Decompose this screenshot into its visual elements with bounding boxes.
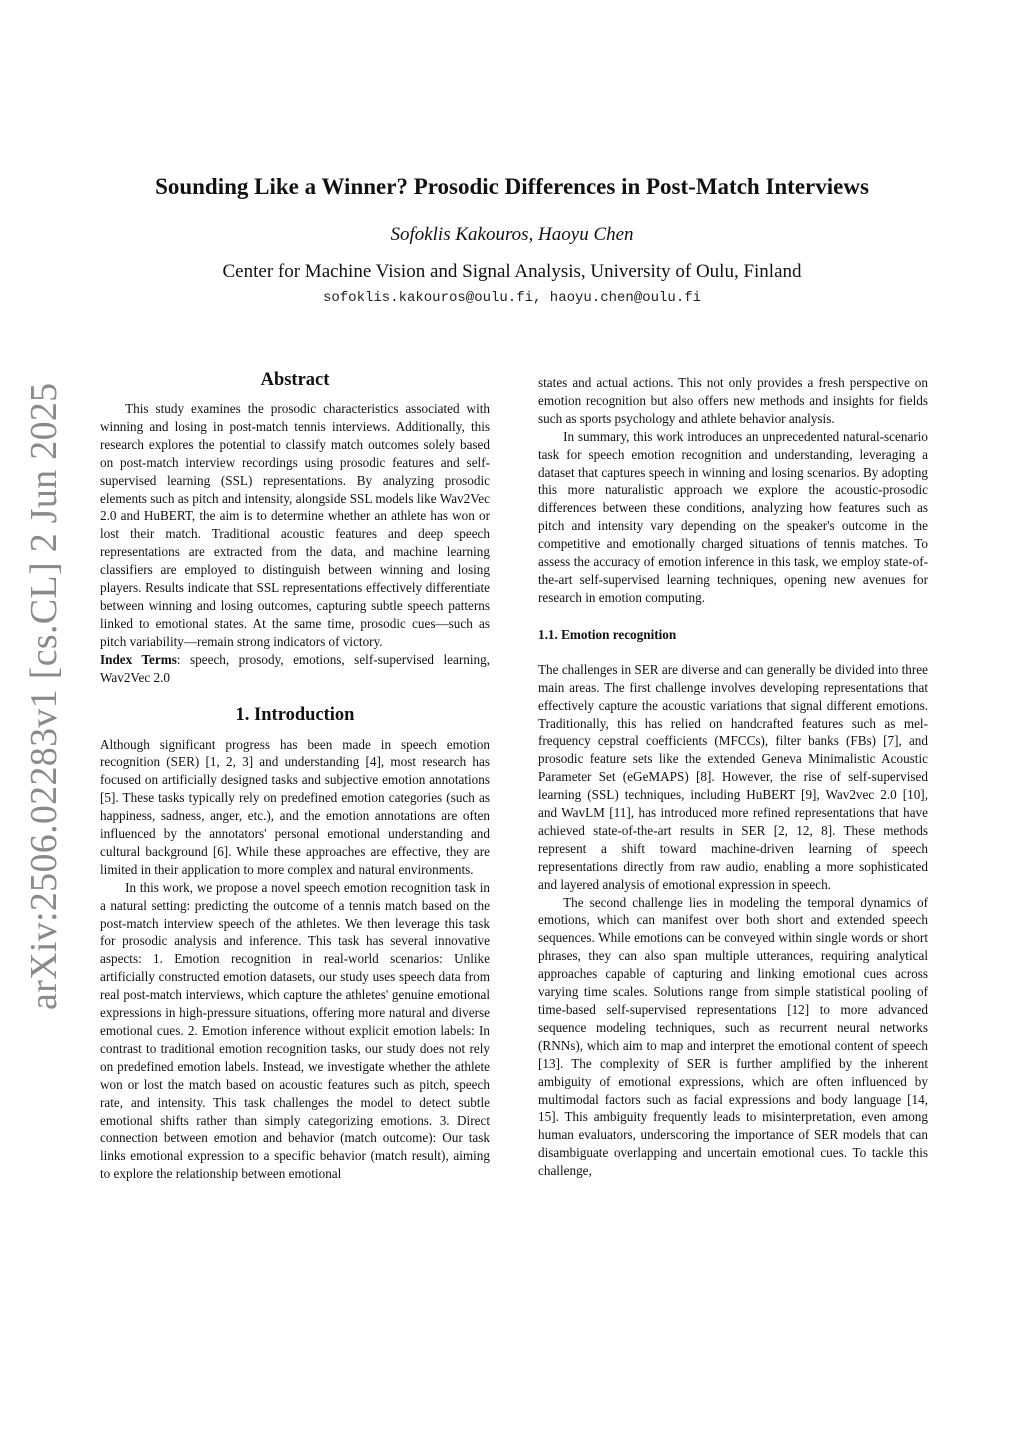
emotion-recognition-paragraph-1: The challenges in SER are diverse and can generally be divided into three main areas. The first challenge involves developing representations that effectively capture the acoustic variations that signal different emotions. Traditionally, this has relied on handcrafted features such as mel-frequency cepstral coefficients (MFCCs), filter banks (FBs) [7], and prosodic feature sets like the extended Geneva Minimalistic Acoustic Parameter Set (eGeMAPS) [8]. However, the rise of self-supervised learning (SSL) techniques, including HuBERT [9], Wav2vec 2.0 [10], and WavLM [11], has introduced more refined representations that have achieved state-of-the-art results in SER [2, 12, 8]. These methods represent a shift toward machine-driven learning of speech representations directly from raw audio, enabling a more sophisticated and layered analysis of emotional expression in speech.	[538, 661, 928, 892]
paper-authors: Sofoklis Kakouros, Haoyu Chen	[390, 224, 634, 245]
introduction-paragraph-2: In this work, we propose a novel speech emotion recognition task in a natural setting: predicting the outcome of a tennis match based on the post-match interview speech of the athletes. We then leverage this task for prosodic analysis and inference. This task has several innovative aspects: 1. Emotion recognition in real-world scenarios: Unlike artificially constructed emotion datasets, our study uses speech data from real post-match interviews, which capture the athletes' genuine emotional expressions in high-pressure situations, offering more natural and diverse emotional cues. 2. Emotion inference without explicit emotion labels: In contrast to traditional emotion recognition tasks, our study does not rely on predefined emotion labels. Instead, we investigate whether the athlete won or lost the match based on acoustic features such as pitch, speech rate, and intensity. This task challenges the model to detect subtle emotional shifts rather than simply categorizing emotions. 3. Direct connection between emotion and behavior (match outcome): Our task links emotional expression to a specific behavior (match result), aiming to explore the relationship between emotional	[100, 879, 490, 1182]
arxiv-identifier: arXiv:2506.02283v1 [cs.CL] 2 Jun 2025	[23, 382, 65, 1010]
left-column	[100, 368, 490, 1183]
paper-affiliation: Center for Machine Vision and Signal Analysis, University of Oulu, Finland	[222, 261, 802, 282]
introduction-paragraph-4: In summary, this work introduces an unprecedented natural-scenario task for speech emotion recognition and understanding, leveraging a dataset that captures speech in winning and losing scenarios. By adopting this more naturalistic approach we explore the acoustic-prosodic differences between these conditions, analyzing how features such as pitch and intensity vary depending on the speaker's outcome in the competitive and emotionally charged situations of tennis matches. To assess the accuracy of emotion inference in this task, we employ state-of-the-art self-supervised learning techniques, opening new avenues for research in emotion computing.	[538, 428, 928, 605]
index-terms-label: Index Terms	[100, 651, 177, 667]
paper-title: Sounding Like a Winner? Prosodic Differences in Post-Match Interviews	[155, 174, 869, 199]
right-column	[538, 374, 928, 1180]
emotion-recognition-paragraph-2: The second challenge lies in modeling the temporal dynamics of emotions, which can manifest over both short and extended speech sequences. While emotions can be conveyed within single words or short phrases, they can also span multiple utterances, requiring analytical approaches capable of capturing and linking emotional cues across varying time scales. Solutions range from simple statistical pooling of time-based self-supervised representations [12] to more advanced sequence modeling techniques, such as recurrent neural networks (RNNs), which aim to map and interpret the emotional content of speech [13]. The complexity of SER is further amplified by the inherent ambiguity of emotional expressions, which are often influenced by multimodal factors such as facial expressions and body language [14, 15]. This ambiguity frequently leads to misinterpretation, even among human evaluators, underscoring the importance of SER models that can disambiguate overlapping and uncertain emotional cues. To tackle this challenge,	[538, 894, 928, 1179]
introduction-heading: 1. Introduction	[235, 704, 355, 725]
abstract-text: This study examines the prosodic characteristics associated with winning and losing in post-match tennis interviews. Additionally, this research explores the potential to classify match outcomes solely based on post-match interview recordings using prosodic features and self-supervised learning (SSL) representations. By analyzing prosodic elements such as pitch and intensity, alongside SSL models like Wav2Vec 2.0 and HuBERT, the aim is to determine whether an athlete has won or lost their match. Traditional acoustic features and deep speech representations are extracted from the data, and machine learning classifiers are employed to distinguish between winning and losing players. Results indicate that SSL representations effectively differentiate between winning and losing outcomes, capturing subtle speech patterns linked to emotional states. At the same time, prosodic cues—such as pitch variability—remain strong indicators of victory.	[100, 401, 490, 649]
introduction-paragraph-3: states and actual actions. This not only provides a fresh perspective on emotion recognition but also offers new methods and insights for fields such as sports psychology and athlete behavior analysis.	[538, 375, 928, 426]
abstract-heading: Abstract	[260, 370, 330, 390]
index-terms	[100, 651, 490, 687]
introduction-paragraph-1: Although significant progress has been made in speech emotion recognition (SER) [1, 2, 3] and understanding [4], most research has focused on artificially designed tasks and subjective emotion annotations [5]. These tasks typically rely on predefined emotion categories (such as happiness, sadness, anger, etc.), and the emotion annotations are often influenced by the annotators' personal emotional understanding and cultural background [6]. While these approaches are effective, they are limited in their application to more complex and natural environments.	[100, 736, 490, 877]
index-terms-text: : speech, prosody, emotions, self-supervised learning, Wav2Vec 2.0	[100, 651, 490, 685]
author-emails: sofoklis.kakouros@oulu.fi, haoyu.chen@oulu.fi	[322, 290, 702, 306]
emotion-recognition-heading: 1.1. Emotion recognition	[538, 626, 677, 642]
